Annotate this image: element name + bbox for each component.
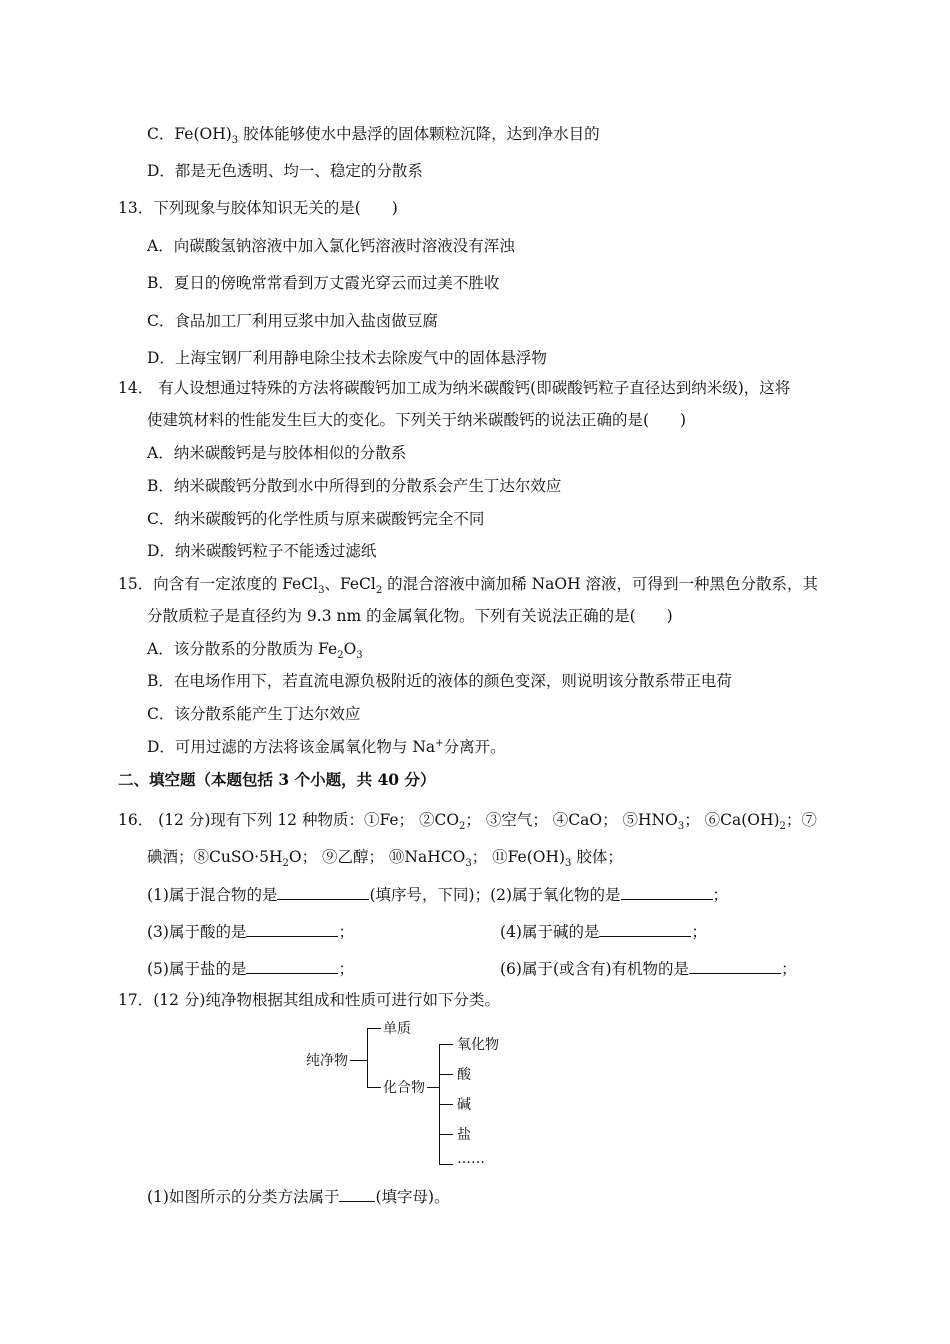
q13-option-b: B．夏日的傍晚常常看到万丈霞光穿云而过美不胜收 (147, 274, 500, 292)
tree-connector (439, 1044, 453, 1045)
answer-blank[interactable] (599, 922, 691, 937)
tree-branch-elements: 单质 (383, 1021, 411, 1037)
q13-option-a: A．向碳酸氢钠溶液中加入氯化钙溶液时溶液没有浑浊 (147, 237, 515, 255)
q16-stem-line1: 16． (12 分)现有下列 12 种物质：①Fe； $②CO_2$； ③空气； ④CaO； $⑤HNO_3$； $⑥Ca(OH)_2$；⑦ (118, 811, 817, 833)
classification-tree (300, 1015, 520, 1175)
q16-part-4: (4)属于碱的是 ； (500, 923, 707, 941)
q17-part-1: (1)如图所示的分类方法属于 (填字母)。 (147, 1188, 450, 1206)
tree-branch-compounds: 化合物 (383, 1080, 425, 1096)
answer-blank[interactable] (689, 959, 781, 974)
answer-blank[interactable] (339, 1187, 375, 1202)
q16-stem-line2: 碘酒；$⑧CuSO\cdot 5H_2O$； ⑨乙醇； ⑩NaHCO$_3$； $⑪Fe(OH)_3$ 胶体； (147, 848, 623, 870)
q15-stem-line1: 15．向含有一定浓度的 FeCl$_3$、FeCl$_2$ 的混合溶液中滴加稀 NaOH 溶液，可得到一种黑色分散系，其 (118, 575, 819, 597)
q14-stem-line2: 使建筑材料的性能发生巨大的变化。下列关于纳米碳酸钙的说法正确的是( ) (147, 411, 687, 429)
tree-connector (439, 1134, 453, 1135)
tree-leaf: 盐 (457, 1127, 471, 1143)
q14-option-b: B．纳米碳酸钙分散到水中所得到的分散系会产生丁达尔效应 (147, 477, 562, 495)
section-heading: 二、填空题（本题包括 3 个小题，共 40 分） (118, 770, 436, 789)
q16-part-5: (5)属于盐的是 ； (147, 960, 354, 978)
tree-leaf: 氧化物 (457, 1037, 499, 1053)
q13-option-d: D．上海宝钢厂利用静电除尘技术去除废气中的固体悬浮物 (147, 349, 547, 367)
tree-connector (439, 1164, 453, 1165)
q15-option-b: B．在电场作用下，若直流电源负极附近的液体的颜色变深，则说明该分散系带正电荷 (147, 672, 732, 690)
q16-part-1-2: (1)属于混合物的是 (填序号，下同)；(2)属于氧化物的是 ； (147, 886, 729, 904)
q17-stem: 17．(12 分)纯净物根据其组成和性质可进行如下分类。 (118, 991, 500, 1009)
q14-option-d: D．纳米碳酸钙粒子不能透过滤纸 (147, 542, 377, 560)
q14-option-a: A．纳米碳酸钙是与胶体相似的分散系 (147, 444, 407, 462)
q12-option-c: C．$Fe(OH)_3$ 胶体能够使水中悬浮的固体颗粒沉降，达到净水目的 (147, 125, 600, 147)
tree-root: 纯净物 (306, 1053, 348, 1069)
q16-part-6: (6)属于(或含有)有机物的是 ； (500, 960, 797, 978)
tree-connector (427, 1087, 439, 1088)
answer-blank[interactable] (246, 922, 338, 937)
q13-stem: 13．下列现象与胶体知识无关的是( ) (118, 199, 398, 217)
q14-stem-line1: 14． 有人设想通过特殊的方法将碳酸钙加工成为纳米碳酸钙(即碳酸钙粒子直径达到纳米级)，这将 (118, 379, 791, 397)
tree-connector (367, 1028, 368, 1087)
q15-option-c: C．该分散系能产生丁达尔效应 (147, 705, 361, 723)
tree-connector (439, 1074, 453, 1075)
answer-blank[interactable] (277, 885, 369, 900)
answer-blank[interactable] (246, 959, 338, 974)
q12-option-d: D．都是无色透明、均一、稳定的分散系 (147, 162, 423, 180)
q13-option-c: C．食品加工厂利用豆浆中加入盐卤做豆腐 (147, 312, 438, 330)
q15-stem-line2: 分散质粒子是直径约为 9.3 nm 的金属氧化物。下列有关说法正确的是( ) (147, 607, 673, 625)
tree-connector (367, 1028, 381, 1029)
q15-option-d: D．可用过滤的方法将该金属氧化物与 Na+分离开。 (147, 737, 506, 756)
tree-leaf: 碱 (457, 1097, 471, 1113)
q15-option-a: A．该分散系的分散质为 $Fe_2O_3$ (147, 640, 363, 662)
tree-connector (439, 1104, 453, 1105)
q14-option-c: C．纳米碳酸钙的化学性质与原来碳酸钙完全不同 (147, 510, 485, 528)
tree-connector (367, 1087, 381, 1088)
tree-leaf: …… (457, 1151, 485, 1167)
tree-connector (350, 1060, 367, 1061)
tree-leaf: 酸 (457, 1067, 471, 1083)
q16-part-3: (3)属于酸的是 ； (147, 923, 354, 941)
answer-blank[interactable] (621, 885, 713, 900)
